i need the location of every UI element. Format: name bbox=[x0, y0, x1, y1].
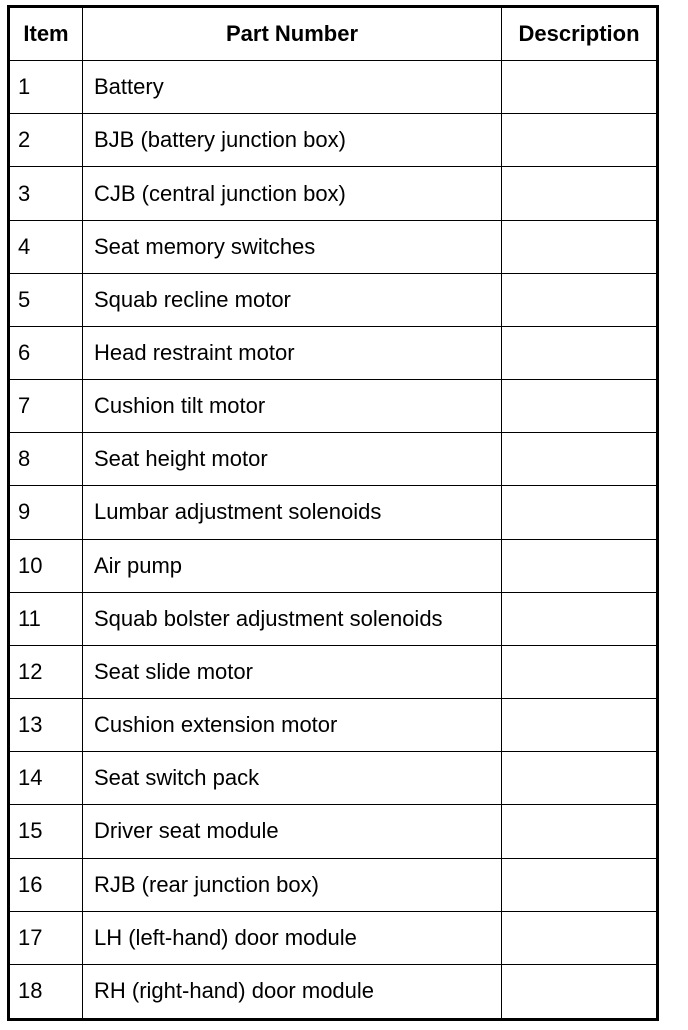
description-cell bbox=[502, 274, 656, 327]
description-cell bbox=[502, 859, 656, 912]
item-number-cell: 17 bbox=[10, 912, 83, 965]
description-cell bbox=[502, 965, 656, 1018]
part-number-cell: BJB (battery junction box) bbox=[83, 114, 502, 167]
part-number-cell: Head restraint motor bbox=[83, 327, 502, 380]
part-number-cell: RH (right-hand) door module bbox=[83, 965, 502, 1018]
item-number-cell: 15 bbox=[10, 805, 83, 858]
part-number-cell: Driver seat module bbox=[83, 805, 502, 858]
item-number-cell: 12 bbox=[10, 646, 83, 699]
item-number-cell: 10 bbox=[10, 540, 83, 593]
item-number-cell: 18 bbox=[10, 965, 83, 1018]
description-cell bbox=[502, 752, 656, 805]
description-cell bbox=[502, 646, 656, 699]
item-number-cell: 4 bbox=[10, 221, 83, 274]
description-cell bbox=[502, 540, 656, 593]
part-number-cell: Squab recline motor bbox=[83, 274, 502, 327]
part-number-cell: LH (left-hand) door module bbox=[83, 912, 502, 965]
part-number-cell: Cushion tilt motor bbox=[83, 380, 502, 433]
description-cell bbox=[502, 593, 656, 646]
description-cell bbox=[502, 61, 656, 114]
item-number-cell: 6 bbox=[10, 327, 83, 380]
description-cell bbox=[502, 380, 656, 433]
item-number-cell: 3 bbox=[10, 167, 83, 220]
part-number-cell: Cushion extension motor bbox=[83, 699, 502, 752]
item-number-cell: 13 bbox=[10, 699, 83, 752]
part-number-cell: Lumbar adjustment solenoids bbox=[83, 486, 502, 539]
part-number-cell: Battery bbox=[83, 61, 502, 114]
part-number-cell: Air pump bbox=[83, 540, 502, 593]
parts-table bbox=[7, 5, 659, 1021]
part-number-cell: Seat height motor bbox=[83, 433, 502, 486]
description-cell bbox=[502, 114, 656, 167]
description-cell bbox=[502, 805, 656, 858]
item-number-cell: 5 bbox=[10, 274, 83, 327]
description-cell bbox=[502, 486, 656, 539]
item-number-cell: 11 bbox=[10, 593, 83, 646]
item-number-cell: 9 bbox=[10, 486, 83, 539]
part-number-cell: Seat slide motor bbox=[83, 646, 502, 699]
part-number-cell: CJB (central junction box) bbox=[83, 167, 502, 220]
description-cell bbox=[502, 327, 656, 380]
item-number-cell: 8 bbox=[10, 433, 83, 486]
description-cell bbox=[502, 221, 656, 274]
column-header-item: Item bbox=[10, 8, 83, 61]
description-cell bbox=[502, 912, 656, 965]
column-header-description: Description bbox=[502, 8, 656, 61]
item-number-cell: 7 bbox=[10, 380, 83, 433]
description-cell bbox=[502, 433, 656, 486]
column-header-part-number: Part Number bbox=[83, 8, 502, 61]
part-number-cell: Squab bolster adjustment solenoids bbox=[83, 593, 502, 646]
item-number-cell: 16 bbox=[10, 859, 83, 912]
part-number-cell: Seat memory switches bbox=[83, 221, 502, 274]
item-number-cell: 14 bbox=[10, 752, 83, 805]
item-number-cell: 1 bbox=[10, 61, 83, 114]
item-number-cell: 2 bbox=[10, 114, 83, 167]
description-cell bbox=[502, 699, 656, 752]
part-number-cell: Seat switch pack bbox=[83, 752, 502, 805]
part-number-cell: RJB (rear junction box) bbox=[83, 859, 502, 912]
description-cell bbox=[502, 167, 656, 220]
